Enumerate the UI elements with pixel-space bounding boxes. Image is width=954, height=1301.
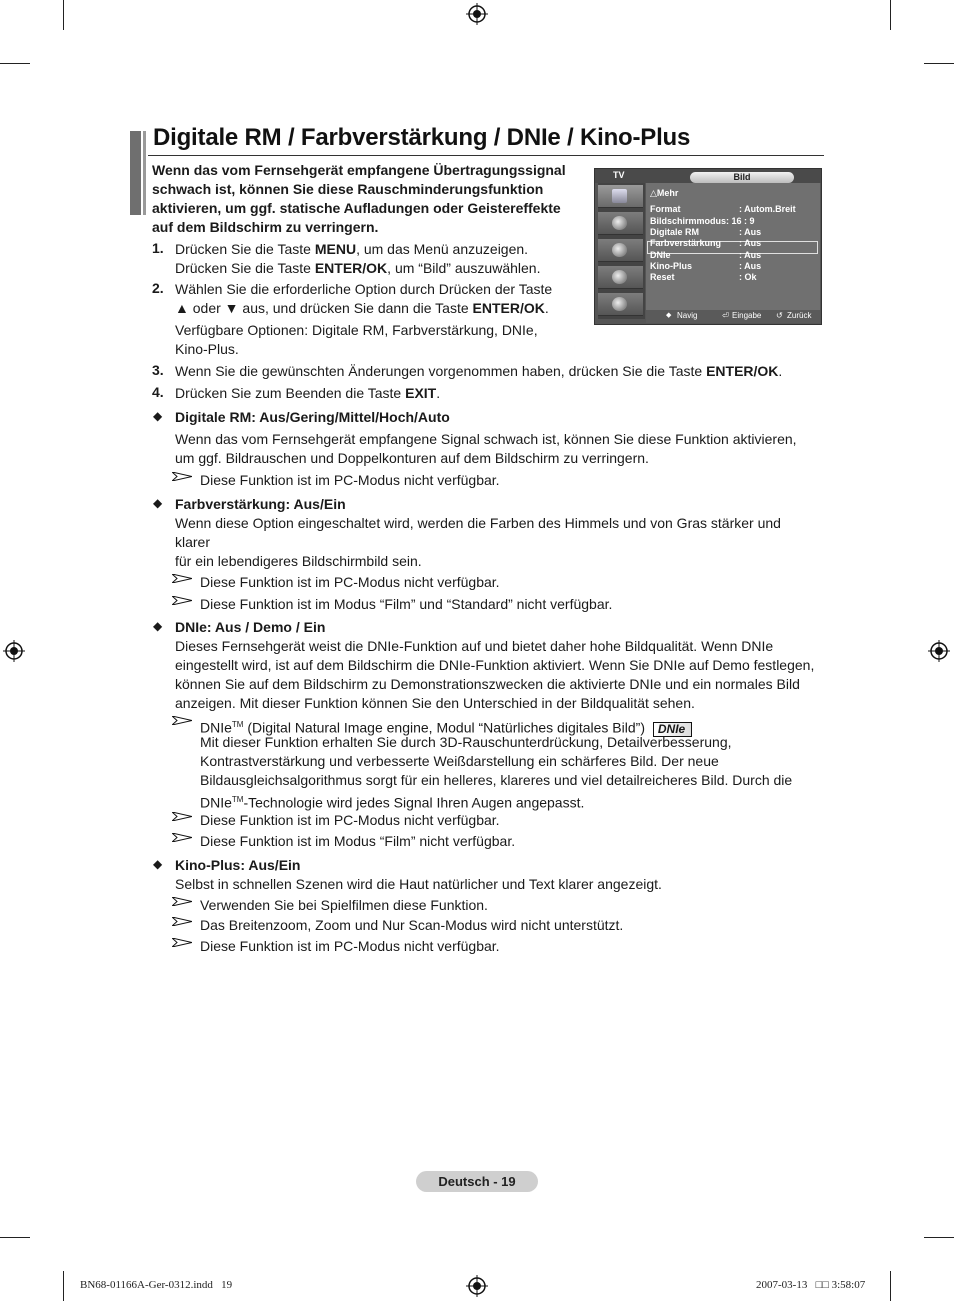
tv-menu-panel (646, 183, 820, 310)
section-heading-dnie: DNIe: Aus / Demo / Ein (175, 619, 326, 635)
return-icon: ↺ (776, 311, 783, 320)
step-text: . (436, 385, 441, 401)
diamond-bullet-icon: ◆ (153, 409, 163, 423)
note-arrow-icon (172, 917, 192, 926)
diamond-bullet-icon: ◆ (153, 857, 163, 871)
trademark-mark: TM (231, 720, 244, 729)
note-text: Das Breitenzoom, Zoom und Nur Scan-Modus wird nicht unterstützt. (200, 917, 624, 933)
note-text: Diese Funktion ist im Modus “Film” nicht verfügbar. (200, 833, 516, 849)
key-name: ENTER/OK (706, 363, 779, 379)
tv-menu-row (650, 204, 796, 215)
tv-help-navigate: Navig (677, 311, 698, 320)
step-4-line-1 (175, 384, 440, 403)
tv-menu-row (650, 272, 757, 283)
note-text (200, 790, 584, 813)
tv-menu-row (650, 238, 762, 249)
step-2-line-1: Wählen Sie die erforderliche Option durch Drücken der Taste (175, 281, 553, 297)
note-text-part: DNIe (200, 794, 232, 811)
dnie-logo: DNIe (653, 722, 692, 737)
note-text: Diese Funktion ist im PC-Modus nicht verfügbar. (200, 812, 500, 828)
step-number: 3. (152, 362, 164, 378)
crop-mark (0, 1237, 30, 1238)
section-text: klarer (175, 534, 211, 550)
section-text: um ggf. Bildrauschen und Doppelkonturen auf dem Bildschirm zu verringern. (175, 450, 649, 466)
diamond-bullet-icon: ◆ (153, 619, 163, 633)
tv-row-label: Digitale RM (650, 227, 700, 237)
section-text: Dieses Fernsehgerät weist die DNIe-Funktion auf und bietet daher hohe Bildqualität. Wenn DNIe (175, 638, 774, 654)
note-arrow-icon (172, 833, 192, 842)
section-heading-farbverstaerkung: Farbverstärkung: Aus/Ein (175, 496, 346, 512)
tv-menu-more: △Mehr (650, 188, 679, 198)
tv-help-back: Zurück (787, 311, 812, 320)
tv-menu-row (650, 250, 762, 261)
step-text: . (544, 300, 549, 316)
step-text: Drücken Sie die Taste (175, 241, 315, 257)
channel-icon (598, 239, 643, 262)
note-text-part: (Digital Natural Image engine, Modul “Natürliches digitales Bild”) (243, 719, 645, 736)
setup-icon (598, 266, 643, 289)
note-text: Verwenden Sie bei Spielfilmen diese Funktion. (200, 897, 488, 913)
step-text: , um “Bild” auszuwählen. (387, 260, 541, 276)
step-1-line-1 (175, 240, 528, 259)
section-text: Wenn diese Option eingeschaltet wird, werden die Farben des Himmels und von Gras stärker und (175, 515, 781, 531)
intro-line: Wenn das vom Fernsehgerät empfangene Übertragungssignal (152, 162, 566, 178)
note-text: Mit dieser Funktion erhalten Sie durch 3D-Rauschunterdrückung, Detailverbesserung, (200, 734, 732, 750)
tv-row-value: : Aus (739, 227, 762, 237)
intro-line: schwach ist, können Sie diese Rauschminderungsfunktion (152, 181, 544, 197)
tv-row-label: DNIe (650, 250, 671, 260)
key-name: MENU (314, 241, 357, 257)
tv-menu-screenshot (594, 168, 822, 325)
crop-mark (890, 1271, 891, 1301)
step-text: Wenn Sie die gewünschten Änderungen vorgenommen haben, drücken Sie die Taste (175, 363, 707, 379)
tv-menu-top-bar (595, 169, 821, 183)
step-text: Drücken Sie zum Beenden die Taste (175, 385, 406, 401)
note-text: Diese Funktion ist im PC-Modus nicht verfügbar. (200, 574, 500, 590)
crop-mark (924, 63, 954, 64)
section-heading-digitale-rm: Digitale RM: Aus/Gering/Mittel/Hoch/Auto (175, 409, 450, 425)
trademark-mark: TM (231, 795, 244, 804)
note-arrow-icon (172, 938, 192, 947)
note-arrow-icon (172, 716, 192, 725)
step-2-line-2 (175, 299, 549, 318)
section-text: anzeigen. Mit dieser Funktion können Sie den Unterschied in der Bildqualität sehen. (175, 695, 695, 711)
page-title: Digitale RM / Farbverstärkung / DNIe / Kino-Plus (153, 124, 691, 151)
step-3-line-1 (175, 362, 782, 381)
tv-source-label: TV (613, 170, 625, 180)
tv-menu-row (650, 216, 755, 227)
intro-paragraph (152, 161, 582, 237)
registration-mark-icon (3, 640, 25, 662)
tv-row-label: Format (650, 204, 681, 214)
registration-mark-icon (466, 1275, 488, 1297)
tv-row-value: : Autom.Breit (739, 204, 796, 214)
key-name: ENTER/OK (314, 260, 388, 276)
enter-icon: ⏎ (722, 311, 729, 320)
step-number: 4. (152, 384, 164, 400)
footer-file-name: BN68-01166A-Ger-0312.indd 19 (80, 1279, 233, 1291)
note-text: Bildausgleichsalgorithmus sorgt für ein helleres, klareres und viel detailreicheres Bild. Durch die (200, 772, 793, 788)
sound-icon (598, 212, 643, 235)
section-heading-kino-plus: Kino-Plus: Aus/Ein (175, 857, 301, 873)
step-number: 1. (152, 240, 164, 256)
note-arrow-icon (172, 472, 192, 481)
step-2-line-3: Verfügbare Optionen: Digitale RM, Farbverstärkung, DNIe, (175, 322, 538, 338)
tv-help-enter: Eingabe (732, 311, 762, 320)
tv-row-value: : Aus (739, 250, 762, 260)
note-text-part: DNIe (200, 719, 232, 736)
intro-line: aktivieren, um ggf. statische Aufladungen oder Geistereffekte (152, 200, 561, 216)
tv-row-label: Kino-Plus (650, 261, 692, 271)
note-text-part: -Technologie wird jedes Signal Ihren Augen angepasst. (243, 794, 585, 811)
tv-row-label: Bildschirmmodus: 16 : 9 (650, 216, 755, 226)
crop-mark (63, 0, 64, 30)
crop-mark (890, 0, 891, 30)
note-text: Diese Funktion ist im Modus “Film” und “Standard” nicht verfügbar. (200, 596, 613, 612)
note-arrow-icon (172, 596, 192, 605)
step-2-line-4: Kino-Plus. (175, 341, 239, 357)
tv-row-label: Reset (650, 272, 675, 282)
title-accent-bar (143, 131, 146, 215)
tv-menu-tab: Bild (690, 172, 794, 183)
crop-mark (924, 1237, 954, 1238)
step-text: . (778, 363, 783, 379)
note-text: Diese Funktion ist im PC-Modus nicht verfügbar. (200, 472, 500, 488)
title-rule (148, 155, 824, 156)
step-text: Drücken Sie die Taste (175, 260, 315, 276)
section-text: können Sie auf dem Bildschirm zu Demonstrationszwecken die aktivierte DNIe und ein normales Bild (175, 676, 800, 692)
section-text: Selbst in schnellen Szenen wird die Haut natürlicher und Text klarer angezeigt. (175, 876, 662, 892)
page-number-badge: Deutsch - 19 (416, 1171, 538, 1192)
section-text: für ein lebendigeres Bildschirmbild sein. (175, 553, 422, 569)
note-text: Kontrastverstärkung und verbesserte Weißdarstellung ein schärferes Bild. Der neue (200, 753, 719, 769)
title-accent-bar (130, 131, 141, 215)
tv-menu-row (650, 261, 762, 272)
crop-mark (0, 63, 30, 64)
step-1-line-2 (175, 259, 540, 278)
section-text: eingestellt wird, ist auf dem Bildschirm die DNIe-Funktion aktiviert. Wenn Sie DNIe auf Demo festlegen, (175, 657, 815, 673)
key-name: ENTER/OK (472, 300, 545, 316)
footer-timestamp: 2007-03-13 □□ 3:58:07 (756, 1279, 866, 1291)
tv-row-label: Farbverstärkung (650, 238, 722, 248)
intro-line: auf dem Bildschirm zu verringern. (152, 219, 379, 235)
key-name: EXIT (405, 385, 437, 401)
section-text: Wenn das vom Fernsehgerät empfangene Signal schwach ist, können Sie diese Funktion aktivieren, (175, 431, 797, 447)
step-text: ▲ oder ▼ aus, und drücken Sie dann die Taste (175, 300, 473, 316)
registration-mark-icon (928, 640, 950, 662)
crop-mark (63, 1271, 64, 1301)
note-arrow-icon (172, 812, 192, 821)
updown-icon: ◆ (666, 312, 672, 319)
input-icon (598, 293, 643, 316)
tv-menu-row (650, 227, 762, 238)
step-text: , um das Menü anzuzeigen. (356, 241, 529, 257)
tv-row-value: : Aus (739, 261, 762, 271)
step-number: 2. (152, 280, 164, 296)
diamond-bullet-icon: ◆ (153, 496, 163, 510)
tv-row-value: : Aus (739, 238, 762, 248)
registration-mark-icon (466, 3, 488, 25)
note-arrow-icon (172, 574, 192, 583)
tv-row-value: : Ok (739, 272, 757, 282)
note-text: Diese Funktion ist im PC-Modus nicht verfügbar. (200, 938, 500, 954)
tv-menu-icon-column (598, 183, 645, 319)
picture-icon (598, 185, 643, 208)
note-arrow-icon (172, 897, 192, 906)
tv-menu-help-bar (646, 310, 820, 323)
